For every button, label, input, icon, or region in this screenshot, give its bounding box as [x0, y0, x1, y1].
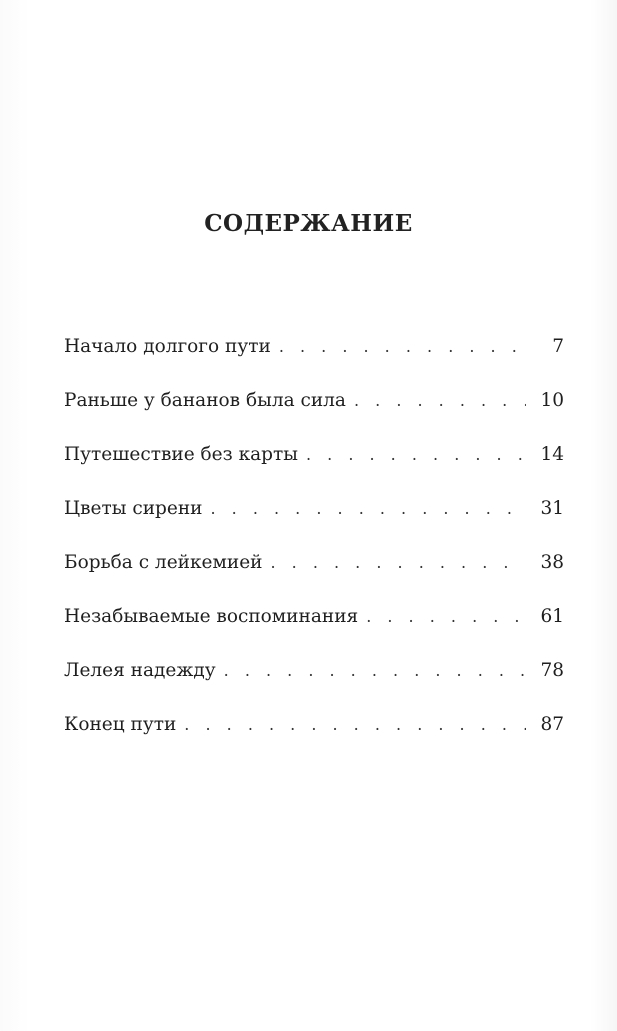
- page-title: СОДЕРЖАНИЕ: [204, 210, 413, 237]
- dot-leader: [366, 602, 526, 632]
- toc-entry: [64, 494, 564, 548]
- toc-entry: [64, 656, 564, 710]
- toc-entry-page: 10: [540, 390, 564, 411]
- toc-entry-page: 87: [540, 714, 564, 735]
- toc-entry-title: Конец пути: [64, 714, 177, 735]
- dot-leader: [210, 494, 526, 524]
- toc-entry-page: 61: [540, 606, 564, 627]
- toc-entry-page: 14: [540, 444, 564, 465]
- toc-entry: [64, 710, 564, 764]
- dot-leader: [184, 710, 526, 740]
- dot-leader: [279, 332, 526, 362]
- toc-entry-title: Борьба с лейкемией: [64, 552, 263, 573]
- toc-entry-page: 38: [540, 552, 564, 573]
- toc-entry: [64, 440, 564, 494]
- toc-entry-page: 7: [552, 336, 564, 357]
- toc-entry-title: Начало долгого пути: [64, 336, 271, 357]
- toc-entry-title: Цветы сирени: [64, 498, 203, 519]
- table-of-contents: [64, 332, 564, 764]
- toc-entry-title: Лелея надежду: [64, 660, 216, 681]
- toc-entry: [64, 602, 564, 656]
- dot-leader: [354, 386, 526, 416]
- toc-entry: [64, 332, 564, 386]
- toc-entry: [64, 548, 564, 602]
- toc-entry-title: Путешествие без карты: [64, 444, 298, 465]
- toc-entry-title: Раньше у бананов была сила: [64, 390, 346, 411]
- toc-entry: [64, 386, 564, 440]
- toc-entry-page: 31: [540, 498, 564, 519]
- dot-leader: [224, 656, 526, 686]
- toc-entry-page: 78: [540, 660, 564, 681]
- dot-leader: [306, 440, 526, 470]
- toc-entry-title: Незабываемые воспоминания: [64, 606, 359, 627]
- dot-leader: [270, 548, 526, 578]
